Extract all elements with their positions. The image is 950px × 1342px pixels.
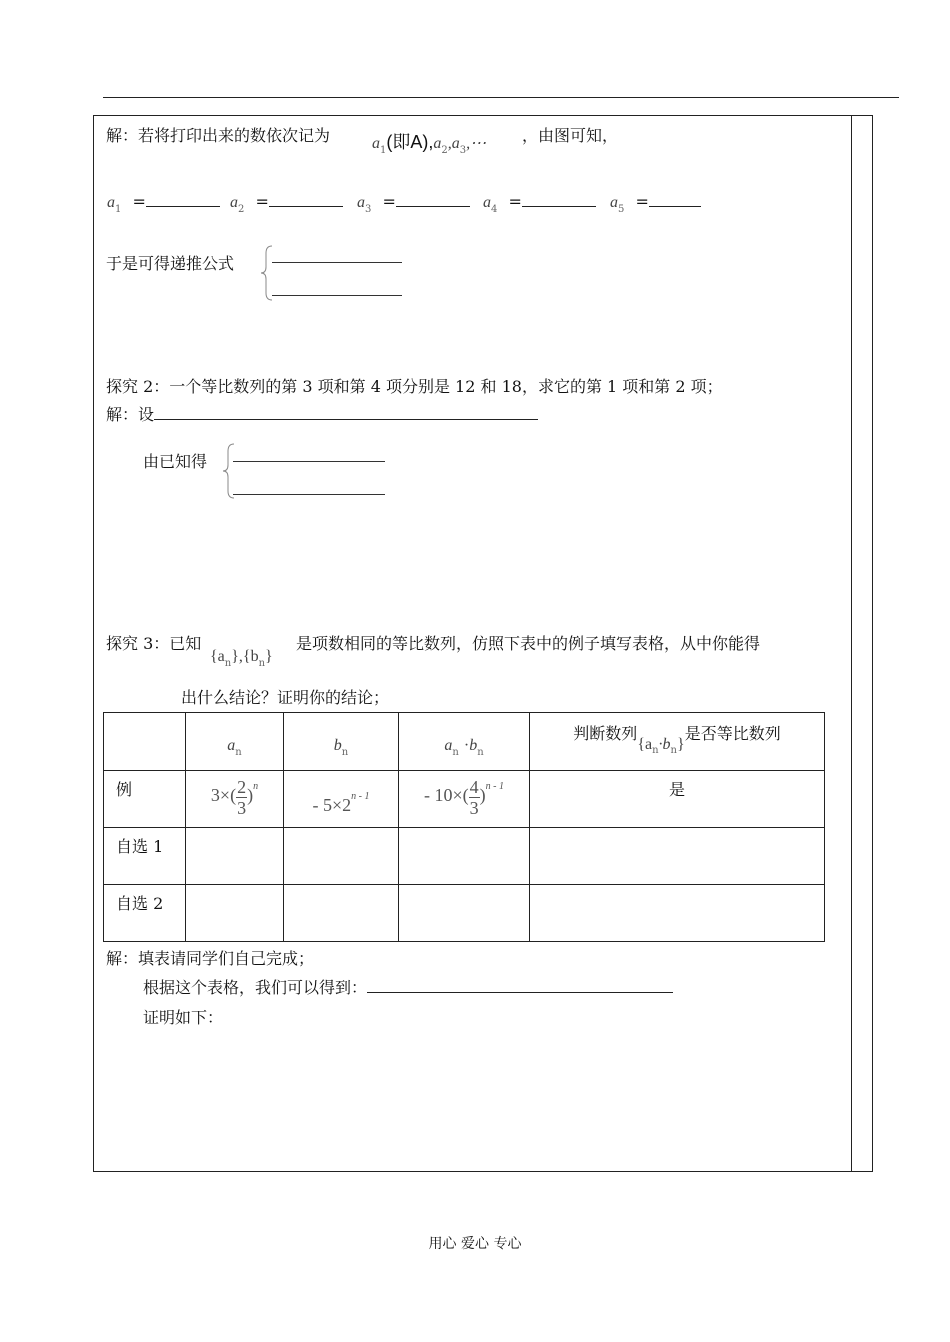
example-an: 3×( $\frac{2}{3}$ )$^n$ <box>186 771 284 828</box>
math-a1: a <box>372 135 380 152</box>
table-row <box>104 885 825 942</box>
math-a2-sub: 2 <box>441 145 448 156</box>
section2-answer-blank[interactable] <box>154 405 538 420</box>
term-a5-blank[interactable] <box>649 192 701 207</box>
math-ellipsis: ,⋯ <box>466 135 487 152</box>
math-a1-sub: 1 <box>380 145 387 156</box>
comparison-table <box>103 712 825 942</box>
answer-line2: 根据这个表格，我们可以得到： <box>143 978 673 998</box>
term-a2: $a_2$ = <box>230 192 343 220</box>
example-bn: - $5\times 2^{n - 1}$ <box>284 771 399 828</box>
input-cell[interactable] <box>399 828 530 885</box>
table-row <box>104 828 825 885</box>
row-label: 自选 1 <box>104 828 186 885</box>
frame-margin-column <box>851 115 852 1172</box>
brace-icon <box>222 443 236 499</box>
section1-intro <box>106 126 330 146</box>
input-cell[interactable] <box>284 885 399 942</box>
brace-icon <box>260 245 274 301</box>
input-cell[interactable] <box>284 828 399 885</box>
recursive-blank-1[interactable] <box>272 262 402 263</box>
row-label: 自选 2 <box>104 885 186 942</box>
math-ji: (即A), <box>386 132 434 152</box>
term-a2-blank[interactable] <box>269 192 343 207</box>
term-a3-blank[interactable] <box>396 192 470 207</box>
section2-answer: 解：设 <box>106 405 538 425</box>
section3-question-prefix: 探究 3：已知 <box>106 634 202 653</box>
table-header-row <box>104 713 825 771</box>
input-cell[interactable] <box>186 828 284 885</box>
header-an-bn: $a_n \cdot b_n$ <box>399 713 530 771</box>
term-a4-blank[interactable] <box>522 192 596 207</box>
page-footer: 用心 爱心 专心 <box>428 1236 522 1252</box>
known-blank-2[interactable] <box>233 494 385 495</box>
term-a1-blank[interactable] <box>146 192 220 207</box>
header-rule <box>103 97 899 98</box>
example-judgement: 是 <box>530 771 825 828</box>
row-label: 例 <box>104 771 186 828</box>
intro-text: 解：若将打印出来的数依次记为 <box>106 126 331 145</box>
known-blank-1[interactable] <box>233 461 385 462</box>
input-cell[interactable] <box>530 885 825 942</box>
math-a2: a <box>433 135 442 152</box>
input-cell[interactable] <box>186 885 284 942</box>
section3-question-suffix: 是项数相同的等比数列，仿照下表中的例子填写表格，从中你能得 <box>296 634 761 653</box>
header-judgement: 判断数列$\{a_n\cdot b_n\}$是否等比数列 <box>530 713 825 771</box>
header-an: $a_n$ <box>186 713 284 771</box>
term-a4: $a_4$ = <box>483 192 596 220</box>
table-row <box>104 771 825 828</box>
input-cell[interactable] <box>530 828 825 885</box>
term-a3: $a_3$ = <box>357 192 470 220</box>
conclusion-blank[interactable] <box>367 978 673 993</box>
section3-question-line2: 出什么结论？证明你的结论； <box>181 688 390 707</box>
math-a3: a <box>451 135 460 152</box>
answer-line3: 证明如下： <box>143 1008 224 1027</box>
math-a3-sub: 3 <box>459 145 467 156</box>
intro-suffix: ，由图可知， <box>522 126 619 145</box>
term-a1: $a_1$ = <box>107 192 220 220</box>
answer-line1: 解：填表请同学们自己完成； <box>106 949 315 968</box>
section3-question-math: $\{a_n\},\{b_n\}$ <box>210 648 273 669</box>
term-a5: $a_5$ = <box>610 192 701 220</box>
recursive-label: 于是可得递推公式 <box>106 254 235 273</box>
header-blank <box>104 713 186 771</box>
example-anbn: - 10×( $\frac{4}{3}$ )$^{n - 1}$ <box>399 771 530 828</box>
section2-question: 探究 2：一个等比数列的第 3 项和第 4 项分别是 12 和 18，求它的第 1 项和第 2 项； <box>106 377 723 396</box>
recursive-blank-2[interactable] <box>272 295 402 296</box>
input-cell[interactable] <box>399 885 530 942</box>
header-bn: $b_n$ <box>284 713 399 771</box>
known-label: 由已知得 <box>143 452 208 471</box>
intro-math: $a_1$(即$A),a_2,a_3,\cdots$ <box>372 132 487 156</box>
